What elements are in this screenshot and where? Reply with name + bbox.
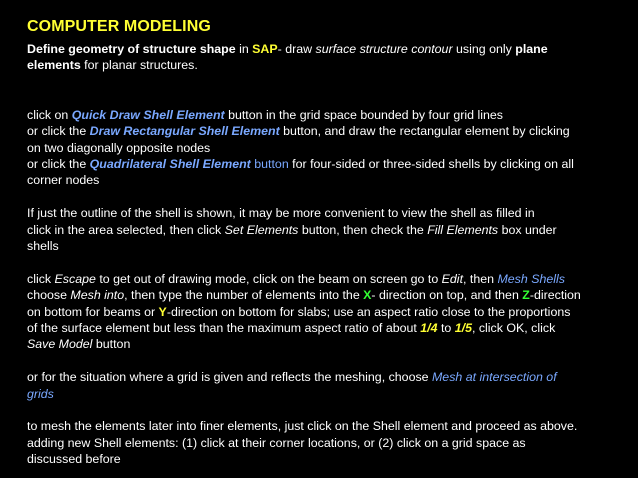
mesh-to: to [437,321,455,336]
draw-or-click: or click the [27,124,90,139]
mesh-get-out: to get out of drawing mode, click on the beam on screen go to [95,271,442,286]
draw-rect-desc: button, and draw the rectangular element by clicking [279,124,570,139]
fill-click-area: click in the area selected, then click [27,222,225,237]
intro-planar: for planar structures. [80,58,198,73]
slide-title: COMPUTER MODELING [27,18,211,35]
draw-paragraph [27,107,619,189]
intro-sap: SAP [252,42,278,56]
mesh-click-ok: , click OK, click [471,321,556,336]
mesh-escape: Escape [54,271,96,286]
mesh-mesh-into: Mesh into [70,288,125,303]
mesh-aspect-ratio: -direction on bottom for slabs; use an aspect ratio close to the proportions [166,304,571,319]
grid-situation: or for the situation where a grid is given and reflects the meshing, choose [27,370,432,385]
draw-click-on: click on [27,107,72,122]
fill-box-under: box under [498,222,557,237]
mesh-button: button [92,337,131,352]
mesh-then: , then [463,271,498,286]
mesh-edit: Edit [441,271,464,286]
mesh-surface-element: of the surface element but less than the maximum aspect ratio of about [27,321,421,336]
intro-define-geometry: Define geometry of structure shape [27,42,236,56]
fill-paragraph [27,205,619,254]
intro-elements: elements [27,58,81,73]
refine-line-1: to mesh the elements later into finer elements, just click on the Shell element and proceed as above. [27,419,578,434]
grid-paragraph [27,369,619,402]
mesh-type-number: , then type the number of elements into the [124,288,364,303]
mesh-click: click [27,271,55,286]
mesh-y: Y [158,304,167,319]
slide-body [27,41,619,468]
quadrilateral-shell-element: Quadrilateral Shell Element [89,157,251,172]
draw-button-word: button [250,157,289,172]
quick-draw-shell-element: Quick Draw Shell Element [71,107,225,122]
intro-draw: - draw [277,42,316,56]
draw-corner-nodes: corner nodes [27,173,100,188]
fill-line-1: If just the outline of the shell is shown, it may be more convenient to view the shell as filled in [27,206,535,221]
draw-quad-desc: for four-sided or three-sided shells by clicking on all [288,157,574,172]
fill-shells: shells [27,239,59,254]
intro-surface-contour: surface structure contour [315,42,453,56]
intro-plane: plane [515,42,548,56]
grid-mesh-at-intersection: Mesh at intersection of [431,370,557,385]
draw-diagonal-nodes: on two diagonally opposite nodes [27,140,211,155]
refine-paragraph [27,418,619,467]
fill-fill-elements: Fill Elements [427,222,499,237]
intro-in: in [235,42,253,56]
fill-set-elements: Set Elements [224,222,299,237]
fill-then-check: button, then check the [298,222,428,237]
mesh-direction-top: - direction on top, and then [371,288,523,303]
mesh-ratio-1-5: 1/5 [454,321,472,336]
mesh-x: X [363,288,372,303]
mesh-ratio-1-4: 1/4 [420,321,438,336]
mesh-z-direction: -direction [529,288,581,303]
grid-grids: grids [27,386,54,401]
mesh-mesh-shells: Mesh Shells [497,271,565,286]
draw-grid-space: button in the grid space bounded by four grid lines [224,107,503,122]
draw-rectangular-shell-element: Draw Rectangular Shell Element [89,124,280,139]
intro-using-only: using only [452,42,516,56]
mesh-choose: choose [27,288,71,303]
refine-line-2: adding new Shell elements: (1) click at their corner locations, or (2) click on a grid space as [27,435,526,450]
intro-paragraph [27,41,619,74]
draw-or-click-2: or click the [27,157,90,172]
mesh-save-model: Save Model [27,337,93,352]
mesh-bottom-beams: on bottom for beams or [27,304,159,319]
refine-line-3: discussed before [27,452,121,467]
mesh-z: Z [522,288,530,303]
mesh-paragraph [27,271,619,353]
